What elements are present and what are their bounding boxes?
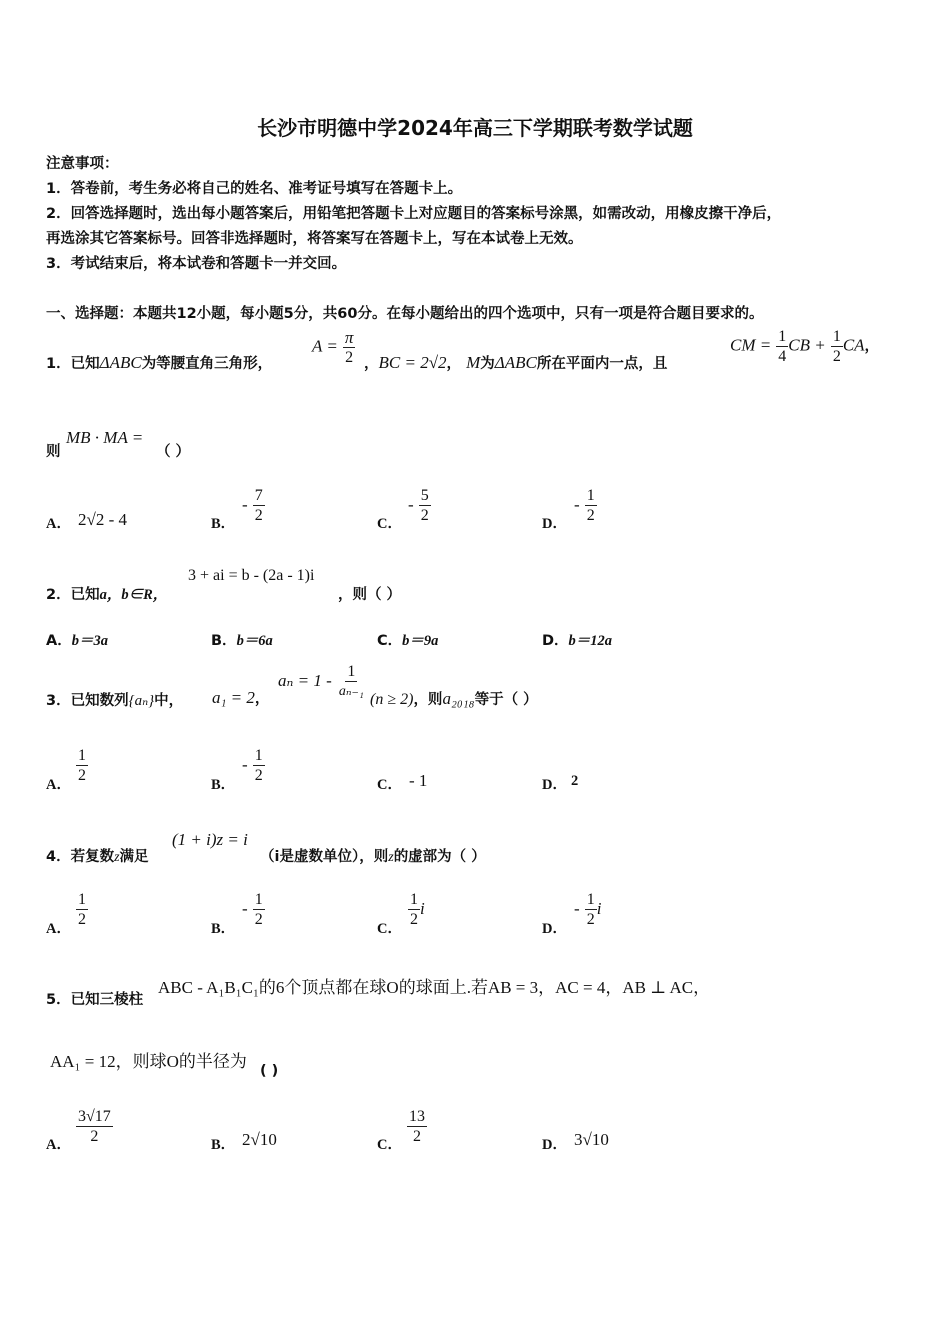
q1-comma-2: ， bbox=[446, 356, 462, 372]
q3-den: aₙ₋₁ bbox=[338, 684, 364, 699]
q3-text-2: ，则 bbox=[413, 692, 443, 708]
q1-option-c-den: 2 bbox=[420, 507, 429, 524]
q3-an: aₙ = 1 - bbox=[278, 671, 332, 690]
q3-option-c: - 1 bbox=[409, 771, 428, 790]
q4-option-c bbox=[408, 890, 425, 929]
q1-option-b-sign: - bbox=[242, 495, 248, 514]
q2-option-a-label: A． bbox=[46, 633, 72, 649]
q4-option-b-num: 1 bbox=[254, 891, 263, 908]
q1-option-b bbox=[242, 486, 265, 525]
q2-option-d bbox=[542, 629, 612, 650]
q4-option-a-frac bbox=[76, 890, 88, 929]
note-item-2-cont: 再选涂其它答案标号。回答非选择题时，将答案写在答题卡上，写在本试卷上无效。 bbox=[46, 231, 583, 247]
q1-option-d-den: 2 bbox=[586, 507, 595, 524]
q4-option-c-label: C． bbox=[377, 921, 402, 937]
q3-comma: ， bbox=[254, 691, 270, 707]
q4-equation-text: (1 + i)z = i bbox=[172, 830, 248, 849]
q5-option-c bbox=[407, 1107, 427, 1146]
q4-option-d-num: 1 bbox=[586, 891, 595, 908]
q3-option-d-label: D． bbox=[542, 777, 567, 793]
q1-prefix bbox=[46, 352, 272, 373]
notes-heading: 注意事项： bbox=[46, 156, 119, 172]
q1-option-c-label: C． bbox=[377, 516, 402, 532]
q1-expr bbox=[66, 428, 143, 448]
q5-statement-line-1: ABC - A₁B₁C₁的6个顶点都在球O的球面上.若AB = 3，AC = 4，AB ⊥ AC， bbox=[158, 978, 711, 997]
q3-option-b-label: B． bbox=[211, 777, 236, 793]
q1-prefix-text: 1．已知 bbox=[46, 356, 100, 372]
q4-option-c-frac bbox=[408, 890, 420, 929]
q1-vector-eq bbox=[730, 327, 879, 366]
q1-triangle: ΔABC bbox=[99, 353, 142, 372]
q3-option-a-frac bbox=[76, 746, 88, 785]
q5-option-a-frac bbox=[76, 1107, 113, 1146]
q4-text-3: 的虚部为（ ） bbox=[393, 849, 486, 865]
q2-option-d-label: D． bbox=[542, 633, 569, 649]
q1-angle-fraction bbox=[343, 328, 356, 367]
q4-text-1: 满足 bbox=[119, 849, 149, 865]
q1-two: 2 bbox=[345, 349, 354, 366]
q4-option-b-sign: - bbox=[242, 899, 248, 918]
q3-cond-text: (n ≥ 2) bbox=[370, 691, 414, 708]
q1-comma-1: ， bbox=[364, 356, 379, 372]
q4-option-a bbox=[76, 890, 88, 929]
q1-mid bbox=[364, 352, 667, 373]
q1-point-m: M bbox=[466, 353, 481, 372]
q1-half-num: 1 bbox=[832, 328, 841, 345]
q5-option-a-num: 3√17 bbox=[78, 1108, 111, 1125]
q3-text-1: 中， bbox=[154, 693, 184, 709]
q5-option-d: 3√10 bbox=[574, 1130, 609, 1149]
q4-option-d bbox=[574, 890, 602, 929]
q2-option-a-text: b＝3a bbox=[71, 633, 108, 649]
q1-option-b-den: 2 bbox=[254, 507, 263, 524]
q3-one: 1 bbox=[347, 663, 356, 680]
q2-option-a bbox=[46, 629, 108, 650]
q5-paren: ( ) bbox=[260, 1063, 279, 1079]
q3-a1 bbox=[212, 687, 269, 708]
q4-option-d-i: i bbox=[596, 899, 602, 918]
q1-pi: π bbox=[344, 328, 354, 347]
q1-half bbox=[831, 327, 843, 366]
q3-a2018: a₂₀₁₈ bbox=[442, 689, 475, 708]
q1-quarter bbox=[776, 327, 788, 366]
q5-option-c-den: 2 bbox=[413, 1128, 421, 1145]
page-title: 长沙市明德中学2024年高三下学期联考数学试题 bbox=[257, 116, 693, 140]
q2-option-b-text: b＝6a bbox=[236, 633, 273, 649]
q3-condition bbox=[370, 688, 538, 709]
q3-option-b bbox=[242, 746, 265, 785]
q1-option-a-label: A． bbox=[46, 516, 71, 532]
q3-option-a-den: 2 bbox=[78, 767, 86, 784]
q3-option-b-den: 2 bbox=[254, 767, 263, 784]
q1-then: 则 bbox=[46, 444, 61, 460]
q4-option-a-num: 1 bbox=[78, 891, 86, 908]
q4-option-b-frac bbox=[253, 890, 265, 929]
q5-statement-line-2: AA₁ = 12，则球O的半径为 bbox=[50, 1052, 247, 1071]
q5-option-a-label: A． bbox=[46, 1137, 71, 1153]
q3-option-d: 2 bbox=[571, 773, 579, 789]
q1-option-c-num: 5 bbox=[420, 487, 429, 504]
q5-option-a-den: 2 bbox=[90, 1128, 99, 1145]
q1-text-3: 所在平面内一点，且 bbox=[536, 356, 668, 372]
q1-option-b-frac bbox=[253, 486, 265, 525]
q1-option-d bbox=[574, 486, 597, 525]
q1-cb: CB + bbox=[788, 335, 826, 355]
q4-option-d-frac bbox=[585, 890, 597, 929]
note-item-1: 1．答卷前，考生务必将自己的姓名、准考证号填写在答题卡上。 bbox=[46, 181, 463, 197]
q5-option-b-label: B． bbox=[211, 1137, 236, 1153]
q2-option-b-label: B． bbox=[211, 633, 237, 649]
q1-one: 1 bbox=[778, 328, 787, 345]
q1-ca: CA bbox=[842, 335, 865, 355]
q3-option-a-num: 1 bbox=[78, 747, 86, 764]
q3-recurrence bbox=[278, 662, 366, 701]
q1-bc: BC = 2√2 bbox=[378, 353, 447, 372]
q5-option-c-frac bbox=[407, 1107, 427, 1146]
q4-z-2: z bbox=[388, 850, 394, 865]
q2-option-b bbox=[211, 629, 273, 650]
q1-option-d-sign: - bbox=[574, 495, 580, 514]
note-item-3: 3．考试结束后，将本试卷和答题卡一并交回。 bbox=[46, 256, 347, 272]
q2-suffix: ，则（ ） bbox=[338, 587, 402, 603]
q2-option-c-label: C． bbox=[377, 633, 403, 649]
q3-recurrence-frac bbox=[337, 662, 366, 701]
q3-a1-text: a₁ = 2 bbox=[212, 688, 255, 707]
note-item-2: 2．回答选择题时，选出每小题答案后，用铅笔把答题卡上对应题目的答案标号涂黑，如需改动，用橡皮擦干净后， bbox=[46, 206, 782, 222]
q5-option-b: 2√10 bbox=[242, 1130, 277, 1149]
q1-cm: CM = bbox=[730, 335, 772, 355]
q4-option-a-den: 2 bbox=[78, 911, 86, 928]
q1-four: 4 bbox=[778, 348, 787, 365]
q4-option-a-label: A． bbox=[46, 921, 71, 937]
q2-equation: 3 + ai = b - (2a - 1)i bbox=[188, 567, 315, 584]
q4-option-b bbox=[242, 890, 265, 929]
q4-option-c-den: 2 bbox=[410, 911, 418, 928]
q2-option-c-text: b＝9a bbox=[402, 633, 439, 649]
q5-option-d-label: D． bbox=[542, 1137, 567, 1153]
q5-option-c-label: C． bbox=[377, 1137, 402, 1153]
q1-text-2: 为 bbox=[480, 356, 495, 372]
q3-option-a-label: A． bbox=[46, 777, 71, 793]
section-heading: 一、选择题：本题共12小题，每小题5分，共60分。在每小题给出的四个选项中，只有一项是符合题目要求的。 bbox=[46, 306, 764, 322]
q3-prefix-text: 3．已知数列 bbox=[46, 693, 129, 709]
q1-text-1: 为等腰直角三角形， bbox=[141, 356, 273, 372]
q1-option-c-frac bbox=[419, 486, 431, 525]
q3-option-b-num: 1 bbox=[254, 747, 263, 764]
q5-option-a bbox=[76, 1107, 113, 1146]
q4-text-2: （i是虚数单位），则 bbox=[260, 849, 389, 865]
q2-option-d-text: b＝12a bbox=[568, 633, 613, 649]
q1-comma-3: ， bbox=[864, 338, 880, 355]
q1-angle-lhs: A = bbox=[312, 336, 338, 356]
q1-paren: （ ） bbox=[156, 444, 191, 460]
q1-option-c bbox=[408, 486, 431, 525]
q5-prefix: 5．已知三棱柱 bbox=[46, 992, 144, 1008]
q4-prefix bbox=[46, 845, 149, 866]
q4-option-d-sign: - bbox=[574, 899, 580, 918]
q3-option-b-frac bbox=[253, 746, 265, 785]
q1-option-a: 2√2 - 4 bbox=[78, 510, 127, 529]
q2-prefix bbox=[46, 583, 167, 604]
q4-option-b-den: 2 bbox=[254, 911, 263, 928]
q1-option-d-frac bbox=[585, 486, 597, 525]
q1-expr-text: MB · MA = bbox=[66, 428, 144, 447]
q3-option-b-sign: - bbox=[242, 755, 248, 774]
q4-option-c-i: i bbox=[420, 899, 425, 918]
q4-z: z bbox=[114, 850, 120, 865]
q1-option-b-label: B． bbox=[211, 516, 236, 532]
q1-option-b-num: 7 bbox=[254, 487, 263, 504]
q3-option-c-label: C． bbox=[377, 777, 402, 793]
q4-option-d-den: 2 bbox=[586, 911, 595, 928]
q1-option-d-label: D． bbox=[542, 516, 567, 532]
q4-equation bbox=[172, 830, 248, 850]
q3-sequence: {aₙ} bbox=[128, 693, 155, 709]
q4-option-d-label: D． bbox=[542, 921, 567, 937]
q4-option-c-num: 1 bbox=[410, 891, 418, 908]
q1-angle bbox=[312, 328, 355, 367]
q2-option-c bbox=[377, 629, 438, 650]
q2-prefix-text: 2．已知 bbox=[46, 587, 100, 603]
q1-option-c-sign: - bbox=[408, 495, 414, 514]
q1-option-d-num: 1 bbox=[586, 487, 595, 504]
q1-half-den: 2 bbox=[832, 348, 841, 365]
q2-vars: a，b∈R， bbox=[99, 587, 168, 603]
q3-option-a bbox=[76, 746, 88, 785]
q4-suffix bbox=[260, 845, 486, 866]
q4-prefix-text: 4．若复数 bbox=[46, 849, 115, 865]
q3-prefix bbox=[46, 689, 183, 710]
q3-text-3: 等于（ ） bbox=[474, 692, 538, 708]
q1-triangle-2: ΔABC bbox=[494, 353, 537, 372]
q4-option-b-label: B． bbox=[211, 921, 236, 937]
q5-option-c-num: 13 bbox=[409, 1108, 425, 1125]
